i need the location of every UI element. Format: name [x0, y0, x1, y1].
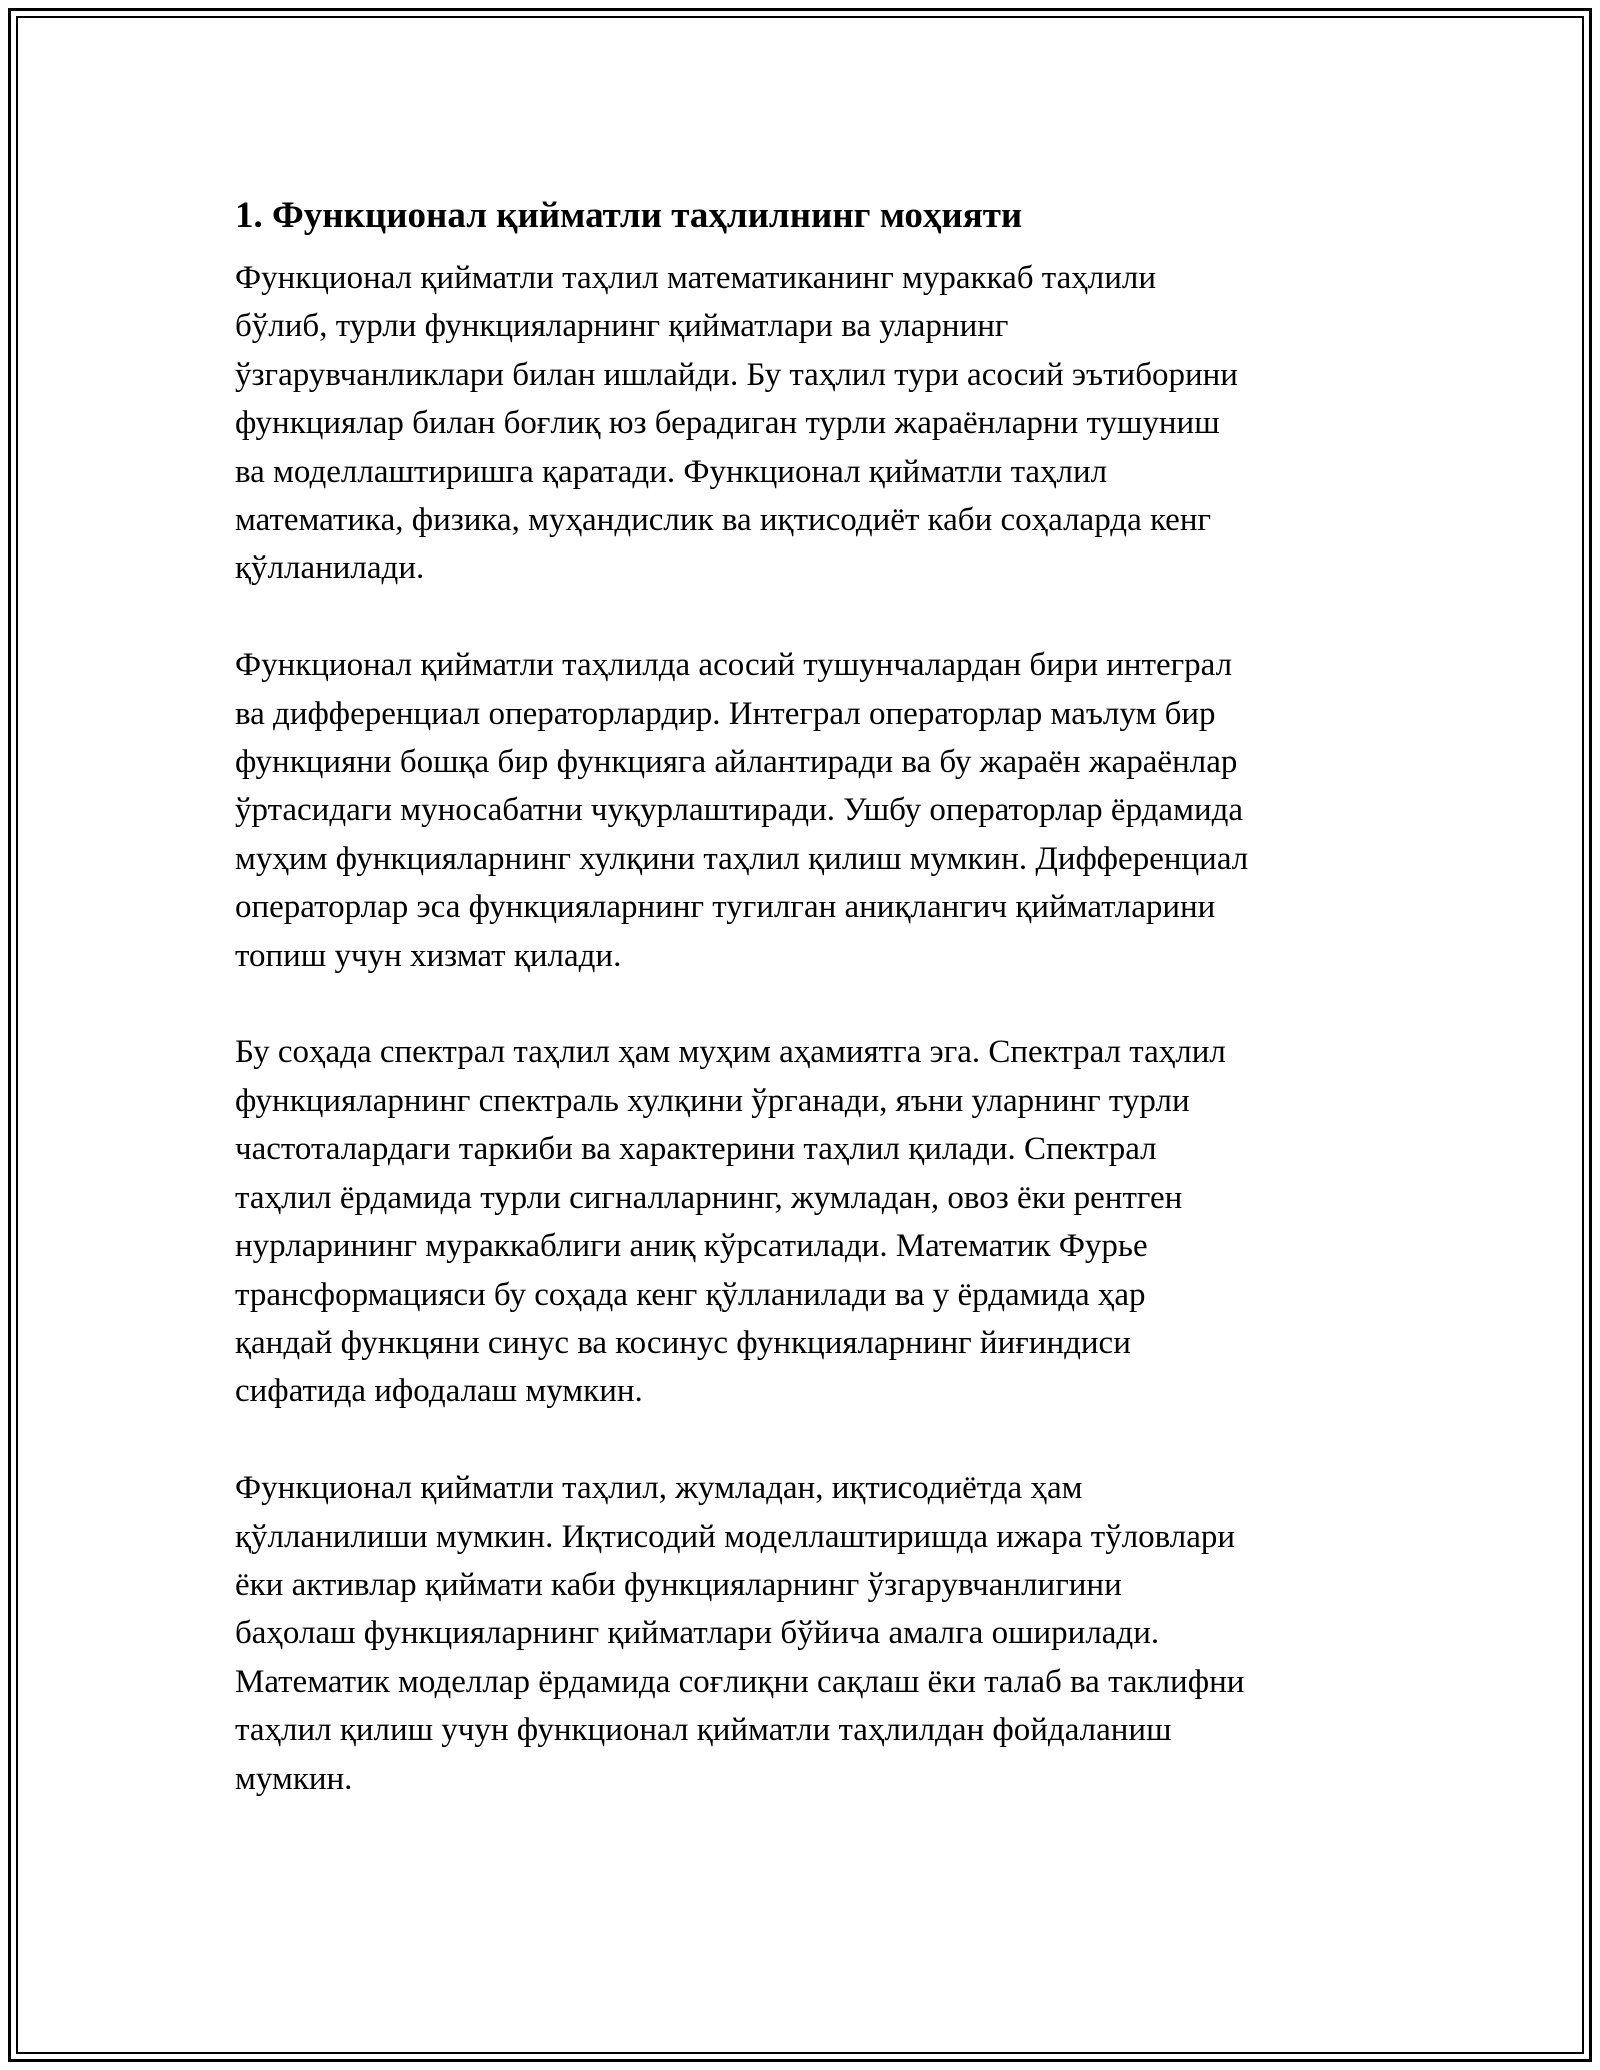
document-body — [235, 188, 1375, 1851]
text-line: функцияни бошқа бир функцияга айлантиради ва бу жараён жараёнлар — [235, 744, 1238, 781]
text-line: мумкин. — [235, 1760, 353, 1797]
text-line: операторлар эса функцияларнинг тугилган аниқлангич қийматларини — [235, 889, 1216, 926]
text-line: Функционал қийматли таҳлил математиканинг мураккаб таҳлили — [235, 260, 1157, 296]
text-line: баҳолаш функцияларнинг қийматлари бўйича амалга оширилади. — [235, 1615, 1160, 1652]
text-line: математика, физика, муҳандислик ва иқтисодиёт каби соҳаларда кенг — [235, 502, 1212, 539]
text-line: функцияларнинг спектраль хулқини ўрганади, яъни уларнинг турли — [235, 1082, 1190, 1119]
text-line: частоталардаги таркиби ва характерини таҳлил қилади. Спектрал — [235, 1131, 1157, 1168]
text-line: бўлиб, турли функцияларнинг қийматлари ва уларнинг — [235, 308, 1009, 345]
text-line: таҳлил ёрдамида турли сигналларнинг, жумладан, овоз ёки рентген — [235, 1179, 1183, 1216]
paragraph-4 — [235, 1464, 1375, 1803]
text-line: сифатида ифодалаш мумкин. — [235, 1373, 643, 1410]
text-line: ўзгарувчанликлари билан ишлайди. Бу таҳлил тури асосий эътиборини — [235, 356, 1238, 393]
text-line: қўлланилади. — [235, 550, 425, 587]
text-line: ва дифференциал операторлардир. Интеграл операторлар маълум бир — [235, 695, 1216, 732]
text-line: қандай функцяни синус ва косинус функцияларнинг йиғиндиси — [235, 1324, 1131, 1361]
text-line: муҳим функцияларнинг хулқини таҳлил қилиш мумкин. Дифференциал — [235, 840, 1249, 877]
text-line: функциялар билан боғлиқ юз берадиган турли жараёнларни тушуниш — [235, 405, 1220, 442]
paragraph-1 — [235, 254, 1375, 593]
text-line: Математик моделлар ёрдамида соғлиқни сақлаш ёки талаб ва таклифни — [235, 1663, 1245, 1700]
text-line: ва моделлаштиришга қаратади. Функционал қийматли таҳлил — [235, 453, 1108, 490]
text-line: трансформацияси бу соҳада кенг қўлланилади ва у ёрдамида ҳар — [235, 1276, 1146, 1313]
text-line: Бу соҳада спектрал таҳлил ҳам муҳим аҳамиятга эга. Спектрал таҳлил — [235, 1034, 1226, 1071]
paragraph-3 — [235, 1028, 1375, 1415]
paragraph-2 — [235, 641, 1375, 980]
text-line: Функционал қийматли таҳлилда асосий тушунчалардан бири интеграл — [235, 647, 1233, 684]
text-line: ёки активлар қиймати каби функцияларнинг ўзгарувчанлигини — [235, 1566, 1122, 1603]
text-line: нурларининг мураккаблиги аниқ кўрсатилади. Математик Фурье — [235, 1228, 1148, 1265]
section-heading: 1. Функционал қийматли таҳлилнинг моҳияти — [235, 195, 1023, 236]
text-line: таҳлил қилиш учун функционал қийматли таҳлилдан фойдаланиш — [235, 1712, 1172, 1749]
text-line: қўлланилиши мумкин. Иқтисодий моделлаштиришда ижара тўловлари — [235, 1518, 1236, 1555]
text-line: Функционал қийматли таҳлил, жумладан, иқтисодиётда ҳам — [235, 1470, 1083, 1507]
text-line: топиш учун хизмат қилади. — [235, 937, 622, 974]
text-line: ўртасидаги муносабатни чуқурлаштиради. Ушбу операторлар ёрдамида — [235, 792, 1244, 829]
